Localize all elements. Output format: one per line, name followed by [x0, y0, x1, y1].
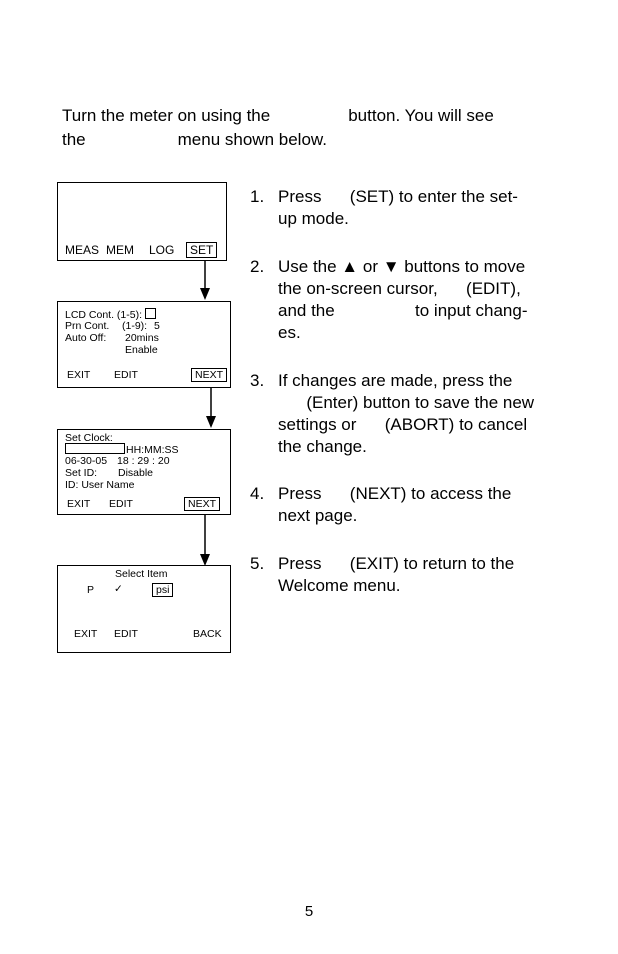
softkey-edit: EDIT — [114, 369, 138, 381]
set-id-value: Disable — [118, 467, 154, 479]
welcome-menu-screen — [57, 182, 227, 261]
arrow-2-head — [206, 416, 216, 428]
step-body — [278, 256, 570, 344]
step-line: (Enter) button to save the new — [278, 393, 535, 412]
intro-line-1-start: Turn the meter on using the — [62, 106, 271, 125]
clock-cursor — [65, 443, 125, 454]
id-value: ID: User Name — [65, 479, 135, 491]
set-clock-label: Set Clock: — [65, 432, 113, 444]
prn-contrast-range: (1-9): — [122, 320, 148, 332]
arrow-1-head — [200, 288, 210, 300]
softkey-back: BACK — [193, 628, 222, 640]
page-number: 5 — [304, 903, 314, 920]
menu-meas: MEAS — [65, 243, 100, 257]
softkey-edit: EDIT — [109, 498, 133, 510]
step-line: Press (EXIT) to return to the — [278, 554, 515, 573]
prn-contrast-value: 5 — [154, 320, 160, 332]
enable-value: Enable — [125, 344, 158, 356]
step-line: Press (NEXT) to access the — [278, 484, 512, 503]
step-body — [278, 553, 570, 597]
step-line: and the to input chang- — [278, 301, 528, 320]
auto-off-label: Auto Off: — [65, 332, 107, 344]
lcd-contrast-cursor — [145, 308, 156, 319]
step-line: Press (SET) to enter the set- — [278, 187, 518, 206]
set-id-label: Set ID: — [65, 467, 98, 479]
softkey-next: NEXT — [184, 497, 220, 511]
unit-psi: psi — [152, 583, 173, 597]
step-line: next page. — [278, 506, 358, 525]
softkey-exit: EXIT — [74, 628, 98, 640]
lcd-contrast-label: LCD Cont. (1-5): — [65, 309, 143, 321]
setup-screen-1 — [57, 301, 231, 388]
step-line: Use the ▲ or ▼ buttons to move — [278, 257, 526, 276]
step-number: 1. — [250, 187, 265, 206]
setup-screen-2 — [57, 429, 231, 515]
menu-set: SET — [186, 242, 217, 258]
step-line: settings or (ABORT) to cancel — [278, 415, 528, 434]
check-mark: ✓ — [114, 583, 123, 595]
clock-format: HH:MM:SS — [126, 444, 179, 456]
step-number: 5. — [250, 554, 265, 573]
menu-mem: MEM — [106, 243, 134, 257]
step-line: up mode. — [278, 209, 349, 228]
step-line: the on-screen cursor, (EDIT), — [278, 279, 521, 298]
softkey-next: NEXT — [191, 368, 227, 382]
step-line: If changes are made, press the — [278, 371, 513, 390]
date-value: 06-30-05 — [65, 455, 108, 467]
softkey-edit: EDIT — [114, 628, 138, 640]
auto-off-value: 20mins — [125, 332, 159, 344]
step-line: the change. — [278, 437, 367, 456]
step-line: Welcome menu. — [278, 576, 401, 595]
step-number: 4. — [250, 484, 265, 503]
intro-line-1-end: button. You will see — [348, 106, 494, 125]
step-number: 3. — [250, 371, 265, 390]
menu-log: LOG — [149, 243, 175, 257]
intro-line-2-end: menu shown below. — [177, 130, 327, 149]
prn-contrast-label: Prn Cont. — [65, 320, 110, 332]
item-p: P — [87, 584, 95, 596]
select-item-screen — [57, 565, 231, 653]
step-body — [278, 483, 570, 527]
step-line: es. — [278, 323, 301, 342]
softkey-exit: EXIT — [67, 498, 91, 510]
time-value: 18 : 29 : 20 — [117, 455, 170, 467]
step-number: 2. — [250, 257, 265, 276]
step-body — [278, 370, 570, 458]
intro-line-2-start: the — [62, 130, 86, 149]
step-body — [278, 186, 570, 230]
select-item-header: Select Item — [115, 568, 168, 580]
softkey-exit: EXIT — [67, 369, 91, 381]
